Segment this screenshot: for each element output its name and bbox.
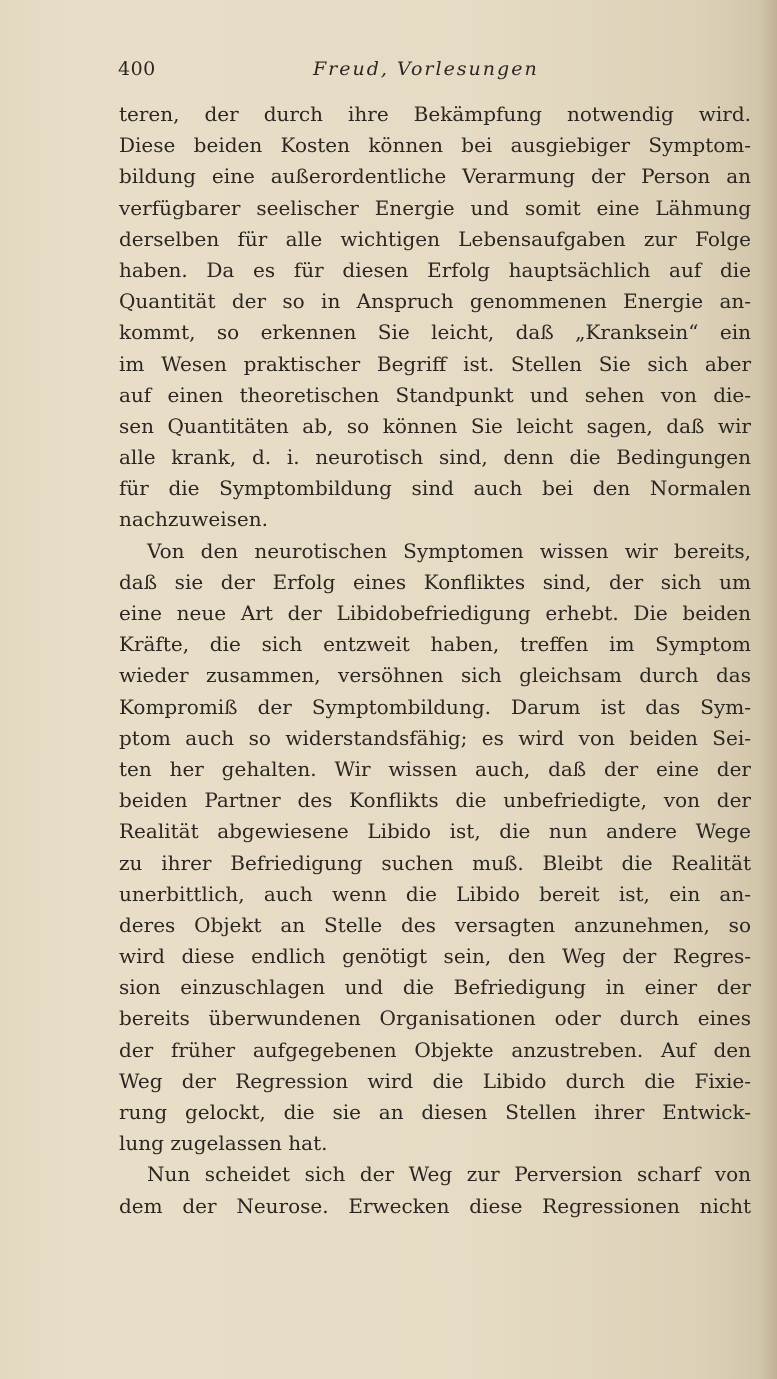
text-line: daß sie der Erfolg eines Konfliktes sind, der sich um — [119, 569, 751, 594]
text-line: unerbittlich, auch wenn die Libido bereit ist, ein an- — [119, 881, 751, 906]
text-line-paragraph-end: lung zugelassen hat. — [119, 1131, 328, 1156]
text-line: zu ihrer Befriedigung suchen muß. Bleibt die Realität — [119, 850, 751, 875]
text-line: teren, der durch ihre Bekämpfung notwendig wird. — [119, 102, 751, 126]
text-line: bereits überwundenen Organisationen oder durch eines — [119, 1006, 751, 1031]
text-line-paragraph-start: Von den neurotischen Symptomen wissen wir bereits, — [147, 538, 751, 563]
text-line: auf einen theoretischen Standpunkt und sehen von die- — [119, 382, 751, 407]
text-line: Kräfte, die sich entzweit haben, treffen im Symptom — [119, 632, 751, 657]
text-line: alle krank, d. i. neurotisch sind, denn die Bedingungen — [119, 445, 751, 470]
text-line: Diese beiden Kosten können bei ausgiebiger Symptom- — [119, 133, 751, 158]
text-line: bildung eine außerordentliche Verarmung der Person an — [119, 164, 751, 189]
running-head: Freud, Vorlesungen — [313, 58, 539, 80]
text-line: kommt, so erkennen Sie leicht, daß „Kranksein“ ein — [119, 320, 751, 345]
text-line: Weg der Regression wird die Libido durch die Fixie- — [119, 1068, 751, 1093]
text-line: Quantität der so in Anspruch genommenen Energie an- — [119, 289, 751, 314]
page-header — [118, 58, 725, 90]
text-line: Kompromiß der Symptombildung. Darum ist das Sym- — [119, 694, 751, 719]
text-line: sion einzuschlagen und die Befriedigung in einer der — [119, 975, 751, 1000]
text-line: haben. Da es für diesen Erfolg hauptsächlich auf die — [119, 257, 751, 282]
text-line: derselben für alle wichtigen Lebensaufgaben zur Folge — [119, 226, 751, 251]
text-line: beiden Partner des Konflikts die unbefriedigte, von der — [119, 788, 751, 813]
text-line: der früher aufgegebenen Objekte anzustreben. Auf den — [119, 1037, 751, 1062]
text-line-paragraph-start: Nun scheidet sich der Weg zur Perversion scharf von — [147, 1162, 751, 1187]
text-line: deres Objekt an Stelle des versagten anzunehmen, so — [119, 912, 751, 937]
text-line: wird diese endlich genötigt sein, den Weg der Regres- — [119, 944, 751, 969]
body-text — [119, 99, 751, 1222]
text-line: im Wesen praktischer Begriff ist. Stellen Sie sich aber — [119, 351, 751, 376]
text-line: sen Quantitäten ab, so können Sie leicht sagen, daß wir — [119, 413, 751, 438]
text-line: für die Symptombildung sind auch bei den Normalen — [119, 476, 751, 501]
text-line: wieder zusammen, versöhnen sich gleichsam durch das — [119, 663, 751, 688]
text-line: Realität abgewiesene Libido ist, die nun andere Wege — [119, 819, 751, 844]
page-number: 400 — [118, 58, 156, 80]
text-line: verfügbarer seelischer Energie und somit eine Lähmung — [119, 195, 751, 220]
text-line-paragraph-end: nachzuweisen. — [119, 507, 268, 532]
text-line: eine neue Art der Libidobefriedigung erhebt. Die beiden — [119, 601, 751, 625]
text-line: dem der Neurose. Erwecken diese Regressionen nicht — [119, 1193, 751, 1218]
text-line: rung gelockt, die sie an diesen Stellen ihrer Entwick- — [119, 1100, 751, 1124]
text-line: ptom auch so widerstandsfähig; es wird von beiden Sei- — [119, 725, 751, 750]
text-line: ten her gehalten. Wir wissen auch, daß der eine der — [119, 756, 751, 781]
